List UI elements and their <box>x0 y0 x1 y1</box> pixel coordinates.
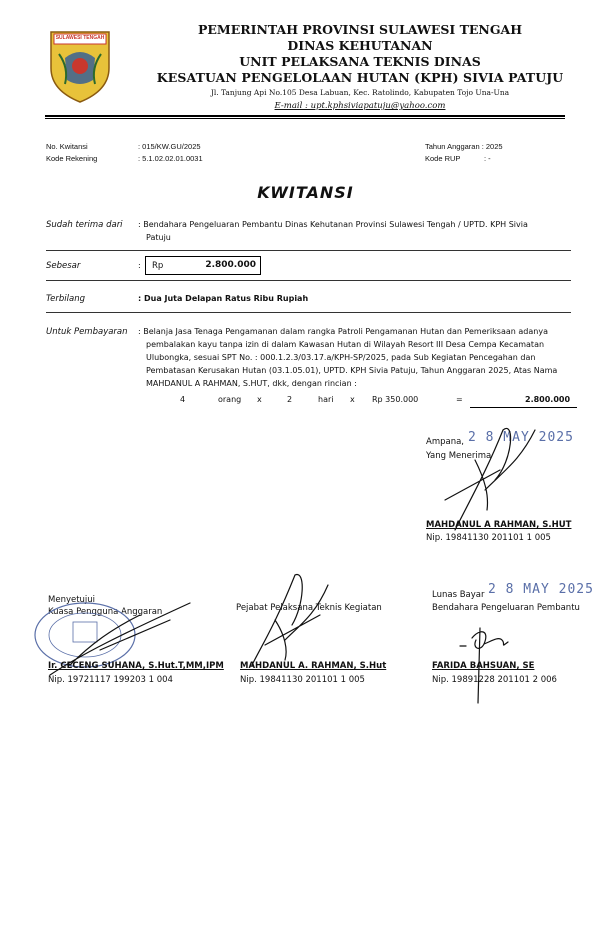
calc-times-1: x <box>257 395 262 404</box>
receiver-date-stamp: 2 8 MAY 2025 <box>468 430 574 445</box>
receiver-signature <box>425 400 555 540</box>
mid-nip: Nip. 19841130 201101 1 005 <box>240 675 365 685</box>
header-email[interactable] <box>150 101 570 111</box>
right-title: Bendahara Pengeluaran Pembantu <box>432 603 580 613</box>
header-line-4: KESATUAN PENGELOLAAN HUTAN (KPH) SIVIA PATUJU <box>156 70 564 85</box>
government-logo <box>45 28 115 104</box>
mid-title: Pejabat Pelaksana Teknis Kegiatan <box>236 603 382 613</box>
untuk-line: Pembatasan Kerusakan Hutan (03.1.05.01), UPTD. KPH Sivia Patuju, Tahun Anggaran 2025, Atas Nama <box>146 366 558 375</box>
document-title: KWITANSI <box>257 183 354 202</box>
sudah-terima-label: Sudah terima dari <box>46 220 123 230</box>
amount-value: 2.800.000 <box>205 260 256 270</box>
untuk-line: MAHDANUL A RAHMAN, S.HUT, dkk, dengan rincian : <box>146 379 357 388</box>
header-line-3: UNIT PELAKSANA TEKNIS DINAS <box>239 54 481 69</box>
untuk-line: : Belanja Jasa Tenaga Pengamanan dalam rangka Patroli Pengamanan Hutan dan Pemeriksaan adanya <box>138 327 548 336</box>
terbilang-label: Terbilang <box>46 294 85 304</box>
divider <box>46 280 571 281</box>
tahun-anggaran: Tahun Anggaran : 2025 <box>425 142 503 151</box>
left-title: Kuasa Pengguna Anggaran <box>48 607 163 617</box>
calc-total: 2.800.000 <box>525 395 571 404</box>
divider <box>46 312 571 313</box>
sudah-terima-value-1: : Bendahara Pengeluaran Pembantu Dinas Kehutanan Provinsi Sulawesi Tengah / UPTD. KPH Sivia <box>138 220 528 229</box>
calc-equals: = <box>456 395 463 404</box>
right-name: FARIDA BAHSUAN, SE <box>432 661 535 671</box>
amount-box <box>145 256 261 275</box>
calc-qty: 4 <box>180 395 186 404</box>
calc-rate: Rp 350.000 <box>372 395 419 404</box>
header-line-2: DINAS KEHUTANAN <box>287 38 433 53</box>
header-address: Jl. Tanjung Api No.105 Desa Labuan, Kec. Ratolindo, Kabupaten Tojo Una-Una <box>210 88 510 97</box>
calc-days: 2 <box>287 395 293 404</box>
calc-unit-hari: hari <box>318 395 334 404</box>
amount-currency: Rp <box>152 261 164 271</box>
left-approval-label: Menyetujui <box>48 595 96 605</box>
kode-rekening-value: : 5.1.02.02.01.0031 <box>138 154 203 163</box>
header-rule-thick <box>45 115 565 117</box>
untuk-pembayaran-label: Untuk Pembayaran <box>46 327 128 337</box>
logo-text: SULAWESI TENGAH <box>55 35 105 41</box>
calc-unit-orang: orang <box>218 395 242 404</box>
sudah-terima-value-2: Patuju <box>146 233 171 242</box>
receiver-place: Ampana, <box>426 437 464 447</box>
kode-rup-value: : - <box>484 154 491 163</box>
header-line-1: PEMERINTAH PROVINSI SULAWESI TENGAH <box>197 22 523 37</box>
header-rule-thin <box>45 118 565 119</box>
no-kwitansi-label: No. Kwitansi <box>46 142 88 151</box>
left-signature <box>40 595 200 685</box>
left-name: Ir. CECENG SUHANA, S.Hut.T,MM,IPM <box>48 661 224 671</box>
lunas-date-stamp: 2 8 MAY 2025 <box>488 582 594 597</box>
divider <box>46 250 571 251</box>
kode-rup-label: Kode RUP <box>425 154 461 163</box>
untuk-line: Ulubongka, sesuai SPT No. : 000.1.2.3/03.17.a/KPH-SP/2025, pada Sub Kegiatan Pencegahan dan <box>146 353 536 362</box>
email-link[interactable]: E-mail : upt.kphsiviapatuju@yahoo.com <box>274 101 446 111</box>
kode-rekening-label: Kode Rekening <box>46 154 98 163</box>
lunas-bayar-label: Lunas Bayar <box>432 590 485 600</box>
receiver-nip: Nip. 19841130 201101 1 005 <box>426 533 551 543</box>
mid-signature <box>240 565 350 675</box>
receiver-name: MAHDANUL A RAHMAN, S.HUT <box>426 520 572 530</box>
mid-name: MAHDANUL A. RAHMAN, S.Hut <box>240 661 387 671</box>
receiver-role: Yang Menerima <box>426 451 492 461</box>
terbilang-value: : Dua Juta Delapan Ratus Ribu Rupiah <box>138 294 309 303</box>
sebesar-label: Sebesar <box>46 261 81 271</box>
untuk-line: pembalakan kayu tanpa izin di dalam Kawasan Hutan di Wilayah Resort III Desa Cempa Kecamatan <box>146 340 545 349</box>
no-kwitansi-value: : 015/KW.GU/2025 <box>138 142 201 151</box>
sebesar-colon: : <box>138 261 141 270</box>
left-nip: Nip. 19721117 199203 1 004 <box>48 675 173 685</box>
right-nip: Nip. 19891228 201101 2 006 <box>432 675 557 685</box>
calc-times-2: x <box>350 395 355 404</box>
